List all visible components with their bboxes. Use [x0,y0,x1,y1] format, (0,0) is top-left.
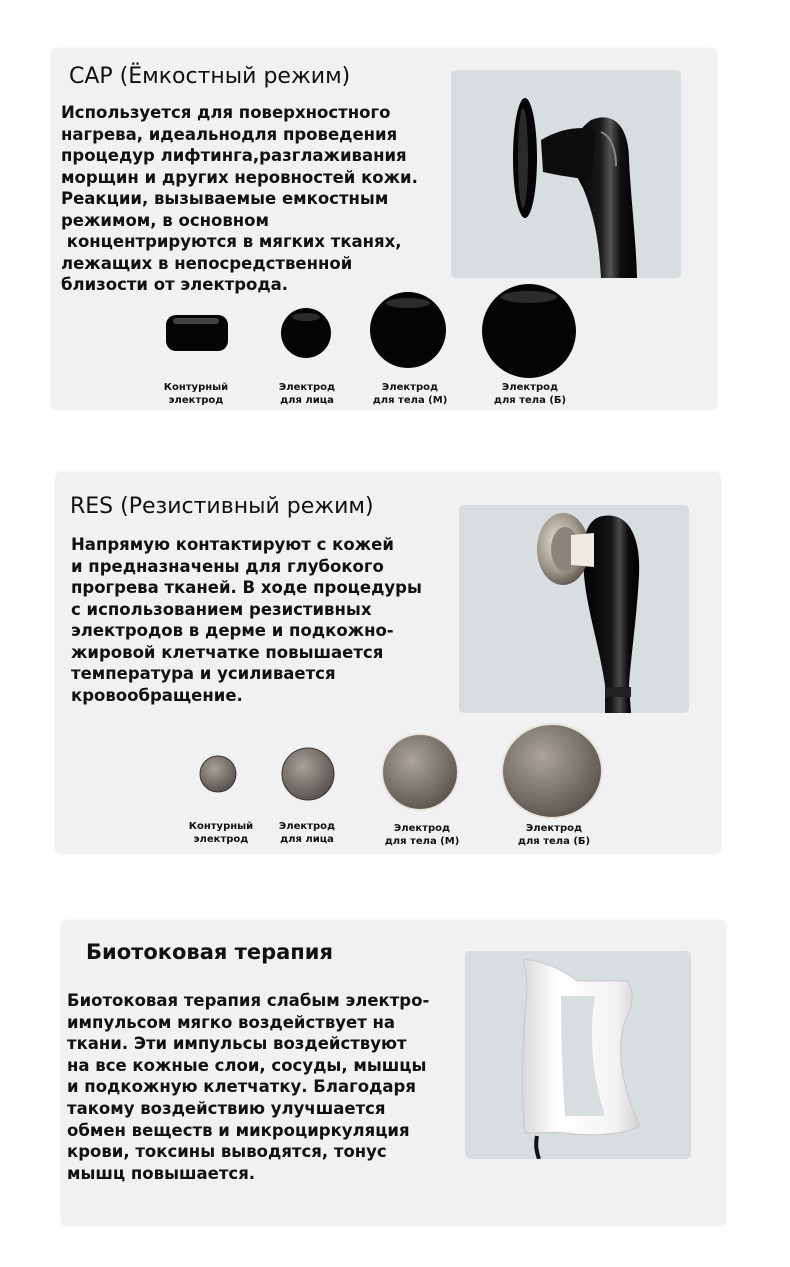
bio-line: ткани. Эти импульсы воздействуют [67,1034,407,1054]
cap-description [61,102,418,296]
res-line: Напрямую контактируют с кожей [71,535,394,554]
bio-line: обмен веществ и микроциркуляция [67,1120,410,1140]
res-line: прогрева тканей. В ходе процедуры [71,578,422,597]
cap-contour-electrode [165,312,229,354]
res-line: с использованием резистивных [71,599,372,619]
res-body-m-electrode [380,732,460,812]
res-electrode-label: Контурный электрод [188,821,254,845]
res-line: электродов в дерме и подкожно- [71,621,394,640]
cap-line: процедур лифтинга,разглаживания [61,146,407,165]
cap-electrode-label: Электрод для тела (М) [372,382,448,406]
res-contour-electrode [199,755,237,793]
cap-line: концентрируются в мягких тканях, [61,232,402,251]
res-line: кровообращение. [71,685,243,705]
res-line: жировой клетчатке повышается [71,642,384,662]
res-line: температура и усиливается [71,664,336,683]
bio-handpiece-photo [465,951,691,1159]
cap-line: лежащих в непосредственной [61,253,353,273]
cap-line: нагрева, идеальнодля проведения [61,124,398,144]
cap-line: режимом, в основном [61,210,270,230]
bio-line: Биотоковая терапия слабым электро- [67,991,430,1010]
cap-electrode-label: Электрод для лица [278,382,336,406]
cap-line: Используется для поверхностного [61,103,391,122]
cap-line: близости от электрода. [61,275,289,294]
cap-electrode-label: Контурный электрод [163,382,229,406]
res-body-b-electrode [500,722,604,820]
bio-description [67,990,429,1184]
cap-handpiece-photo [451,70,681,278]
bio-line: и подкожную клетчатку. Благодаря [67,1077,416,1097]
res-description [71,534,422,706]
res-electrode-label: Электрод для лица [278,821,336,845]
res-line: и предназначены для глубокого [71,556,384,576]
res-electrode-label: Электрод для тела (Б) [517,823,591,847]
bio-line: такому воздействию улучшается [67,1098,386,1118]
cap-line: Реакции, вызываемые емкостным [61,189,389,208]
cap-line: морщин и других неровностей кожи. [61,167,418,187]
bio-line: на все кожные слои, сосуды, мышцы [67,1055,427,1075]
cap-body-b-electrode [481,283,577,379]
bio-title: Биотоковая терапия [86,940,334,964]
res-face-electrode [281,747,335,801]
cap-title: CAP (Ёмкостный режим) [69,64,351,89]
res-title: RES (Резистивный режим) [70,494,374,519]
bio-line: импульсом мягко воздействует на [67,1012,396,1032]
res-handpiece-photo [459,505,689,713]
res-electrode-label: Электрод для тела (М) [384,823,460,847]
cap-body-m-electrode [369,291,447,369]
bio-line: мышц повышается. [67,1163,256,1183]
cap-electrode-label: Электрод для тела (Б) [493,382,567,406]
cap-face-electrode [280,307,332,359]
bio-line: крови, токсины выводятся, тонус [67,1142,387,1162]
